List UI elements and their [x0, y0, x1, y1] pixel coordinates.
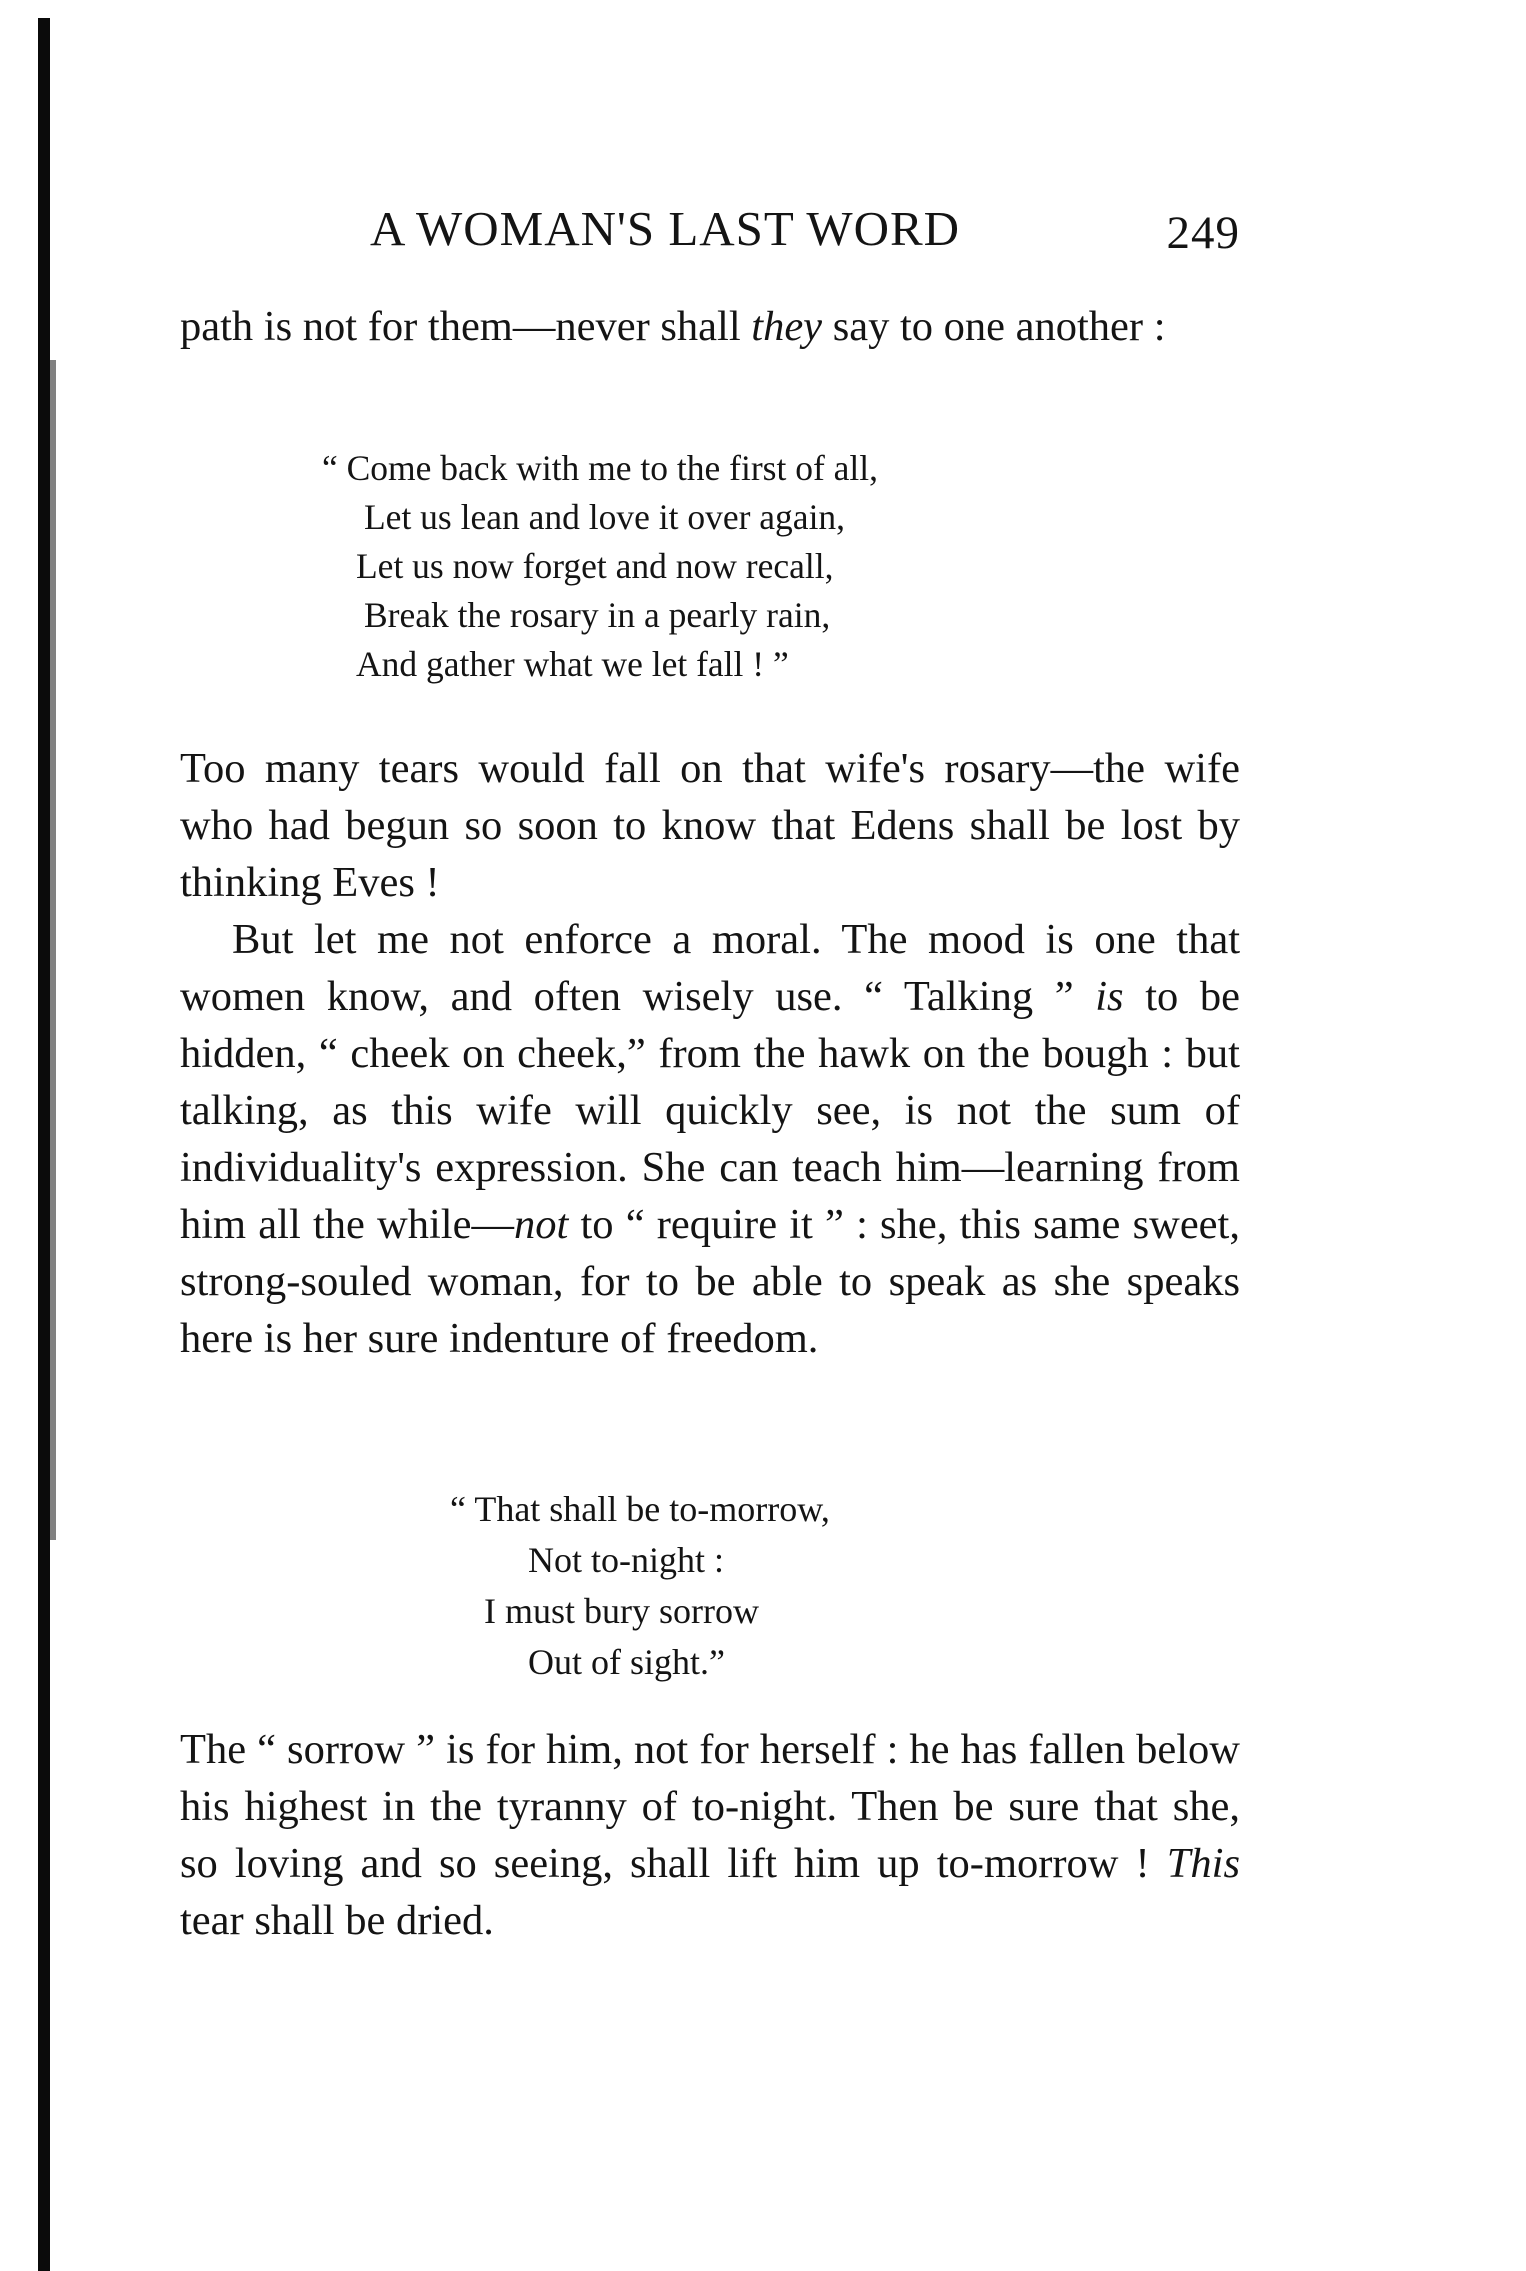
paragraph-2: Too many tears would fall on that wife's rosary—the wife who had begun so soon to know that Edens shall be lost by thinking Eves !: [180, 745, 1240, 906]
paragraph-1-text-a: path is not for them—never shall: [180, 303, 752, 350]
verse-block-1: [322, 444, 878, 689]
paragraph-3-text-c: to “ require it ” : she, this same sweet, strong-souled woman, for to be able to speak as she speaks here is her sure indenture of freedom.: [180, 1201, 1240, 1362]
paragraph-1-text-b: say to one another :: [822, 303, 1166, 350]
paragraph-4-text-a: The “ sorrow ” is for him, not for herself : he has fallen below his highest in the tyranny of to-night. Then be sure that she, so loving and so seeing, shall lift him up to-morrow !: [180, 1726, 1240, 1887]
verse-1-line-4: Break the rosary in a pearly rain,: [364, 595, 831, 635]
binding-gutter: [38, 18, 50, 2271]
running-title: A WOMAN'S LAST WORD: [370, 201, 961, 256]
page-number: 249: [1166, 207, 1240, 259]
verse-1-line-1: “ Come back with me to the first of all,: [322, 448, 879, 488]
binding-gutter-shadow: [50, 360, 56, 1540]
paragraph-1-emphasis: they: [751, 303, 823, 350]
verse-1-line-5: And gather what we let fall ! ”: [356, 644, 789, 684]
verse-2-line-1: “ That shall be to-morrow,: [450, 1489, 830, 1529]
paragraph-4-emphasis: This: [1166, 1840, 1240, 1887]
paragraph-3-emphasis-1: is: [1095, 973, 1124, 1020]
page-header: [370, 200, 1240, 264]
verse-1-line-2: Let us lean and love it over again,: [364, 497, 846, 537]
paragraph-3: [180, 911, 1240, 1367]
paragraph-4: [180, 1721, 1240, 1949]
verse-2-line-4: Out of sight.”: [528, 1642, 725, 1682]
verse-1-line-3: Let us now forget and now recall,: [356, 546, 834, 586]
paragraph-3-text-a: But let me not enforce a moral. The mood is one that women know, and often wisely use. “ Talking ”: [180, 916, 1240, 1020]
paragraph-4-text-b: tear shall be dried.: [180, 1897, 494, 1944]
paragraph-1: [180, 298, 1240, 355]
verse-2-line-2: Not to-night :: [528, 1540, 724, 1580]
paragraph-3-text-b: to be hidden, “ cheek on cheek,” from the hawk on the bough : but talking, as this wife will quickly see, is not the sum of individuality's expression. She can teach him—learning from him all the while—: [180, 973, 1241, 1248]
verse-2-line-3: I must bury sorrow: [484, 1591, 759, 1631]
paragraph-3-emphasis-2: not: [513, 1201, 569, 1248]
verse-block-2: [450, 1484, 830, 1688]
